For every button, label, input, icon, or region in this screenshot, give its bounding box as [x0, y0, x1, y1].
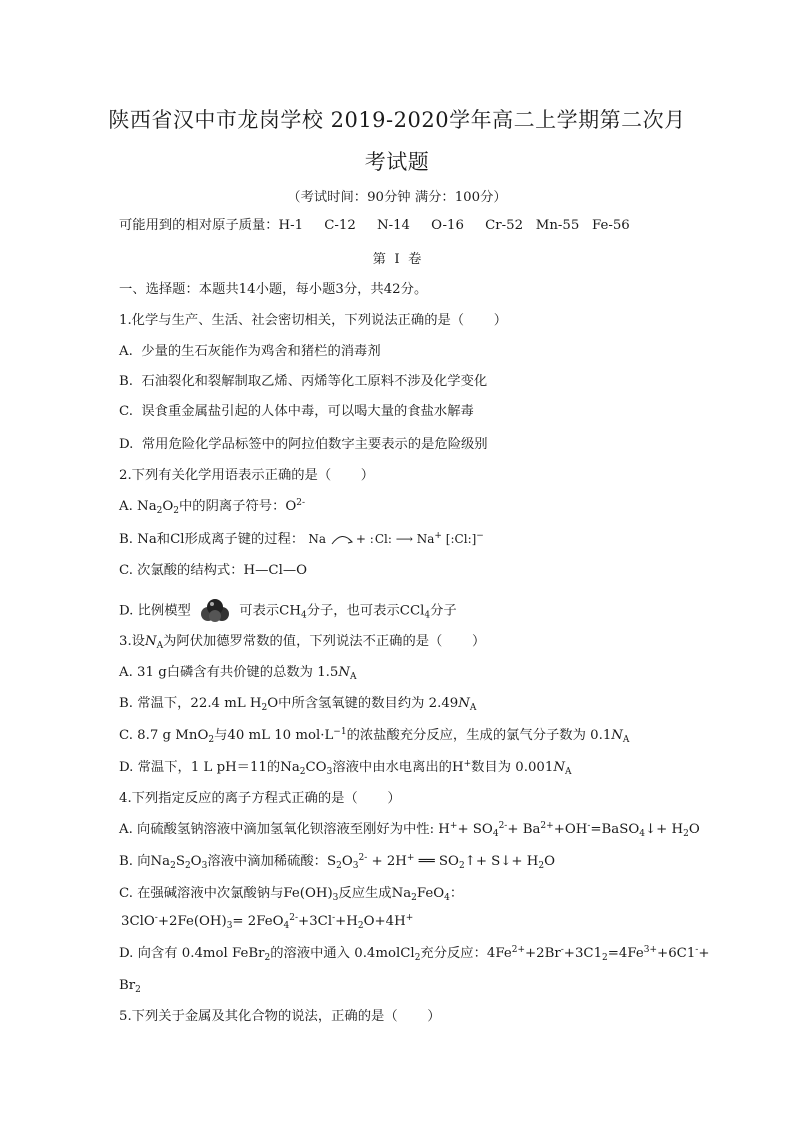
- space-filling-model-icon: [199, 598, 231, 624]
- question-4-option-b: B. 向$Na_2S_2O_3$溶液中滴加稀硫酸：$S_2O_3^{2-} + 2H^+$ ══ $SO_2↑+$ S↓+ $H_2O$: [119, 853, 556, 871]
- question-5-stem: 5.下列关于金属及其化合物的说法，正确的是（ ）: [119, 1009, 441, 1024]
- question-4-option-c: C. 在强碱溶液中次氯酸钠与$Fe(OH)_3$反应生成$Na_2FeO_4$：: [119, 886, 464, 903]
- question-4-option-d: D. 向含有 0.4mol FeBr$_2$的溶液中通入 0.4molCl$_2$充分反应：$4Fe^{2+}+2Br^-+3C1_2=4Fe^{3+}+6C1^-+$: [119, 945, 710, 963]
- question-1-option-d: D. 常用危险化学品标签中的阿拉伯数字主要表示的是危险级别: [119, 437, 488, 452]
- exam-title-line-2: 考试题: [364, 150, 430, 174]
- volume-heading: 第 Ⅰ 卷: [372, 252, 422, 267]
- question-1-option-c: C. 误食重金属盐引起的人体中毒，可以喝大量的食盐水解毒: [119, 404, 474, 419]
- question-2-option-c: C. 次氯酸的结构式：H—Cl—O: [119, 563, 308, 578]
- question-1-option-b: B. 石油裂化和裂解制取乙烯、丙烯等化工原料不涉及化学变化: [119, 374, 488, 389]
- question-1-stem: 1.化学与生产、生活、社会密切相关，下列说法正确的是（ ）: [119, 313, 507, 328]
- question-3-option-d: D. 常温下，1 L pH＝11的$Na_2CO_3$溶液中由水电离出的H+数目为 $0.001N_A$: [119, 759, 572, 777]
- ionic-bond-formula: Na + :Cl: ⟶ Na+ [:Cl:]−: [308, 531, 484, 546]
- question-2-stem: 2.下列有关化学用语表示正确的是（ ）: [119, 468, 375, 483]
- question-3-option-c: C. 8.7 g MnO$_2$与40 mL 10 $mol\cdot L^{-1}$的浓盐酸充分反应，生成的氯气分子数为 $0.1N_A$: [119, 727, 630, 745]
- section-heading: 一、选择题：本题共14小题，每小题3分，共42分。: [119, 282, 428, 297]
- question-4-option-d-line-2: $Br_2$: [119, 978, 141, 995]
- question-2-option-a: A. $Na_2O_2$中的阴离子符号：$O^{2-}$: [119, 498, 306, 516]
- atomic-masses: 可能用到的相对原子质量：H-1 C-12 N-14 O-16 Cr-52 Mn-55 Fe-56: [119, 218, 630, 233]
- question-4-option-a: A. 向硫酸氢钠溶液中滴加氢氧化钡溶液至刚好为中性: $H^++ SO_4^{2-}+$ $Ba^{2+}+OH^-=BaSO_4↓+ H_2O$: [119, 821, 700, 839]
- curved-arrow-icon: [330, 532, 356, 548]
- exam-title-line-1: 陕西省汉中市龙岗学校 2019-2020学年高二上学期第二次月: [108, 108, 686, 132]
- question-4-option-c-equation: $3ClO^-+2Fe(OH)_3= 2FeO_4^{2-}+3Cl^-+H_2O+4H^+$: [121, 913, 414, 931]
- question-2-option-d: D. 比例模型 可表示$CH_4$分子，也可表示CCl$_4$分子: [119, 598, 457, 624]
- question-3-option-a: A. 31 g白磷含有共价键的总数为 $1.5N_A$: [119, 665, 357, 682]
- question-1-option-a: A. 少量的生石灰能作为鸡舍和猪栏的消毒剂: [119, 344, 381, 359]
- question-3-stem: 3.设$N_A$为阿伏加德罗常数的值，下列说法不正确的是（ ）: [119, 634, 486, 651]
- exam-info: （考试时间：90分钟 满分：100分）: [287, 190, 507, 205]
- question-3-option-b: B. 常温下，22.4 mL $H_2O$中所含氢氧键的数目约为 $2.49N_A$: [119, 696, 477, 713]
- question-2-option-b: B. Na和Cl形成离子键的过程： Na + :Cl: ⟶ Na+ [:Cl:]−: [119, 531, 484, 547]
- question-4-stem: 4.下列指定反应的离子方程式正确的是（ ）: [119, 791, 401, 806]
